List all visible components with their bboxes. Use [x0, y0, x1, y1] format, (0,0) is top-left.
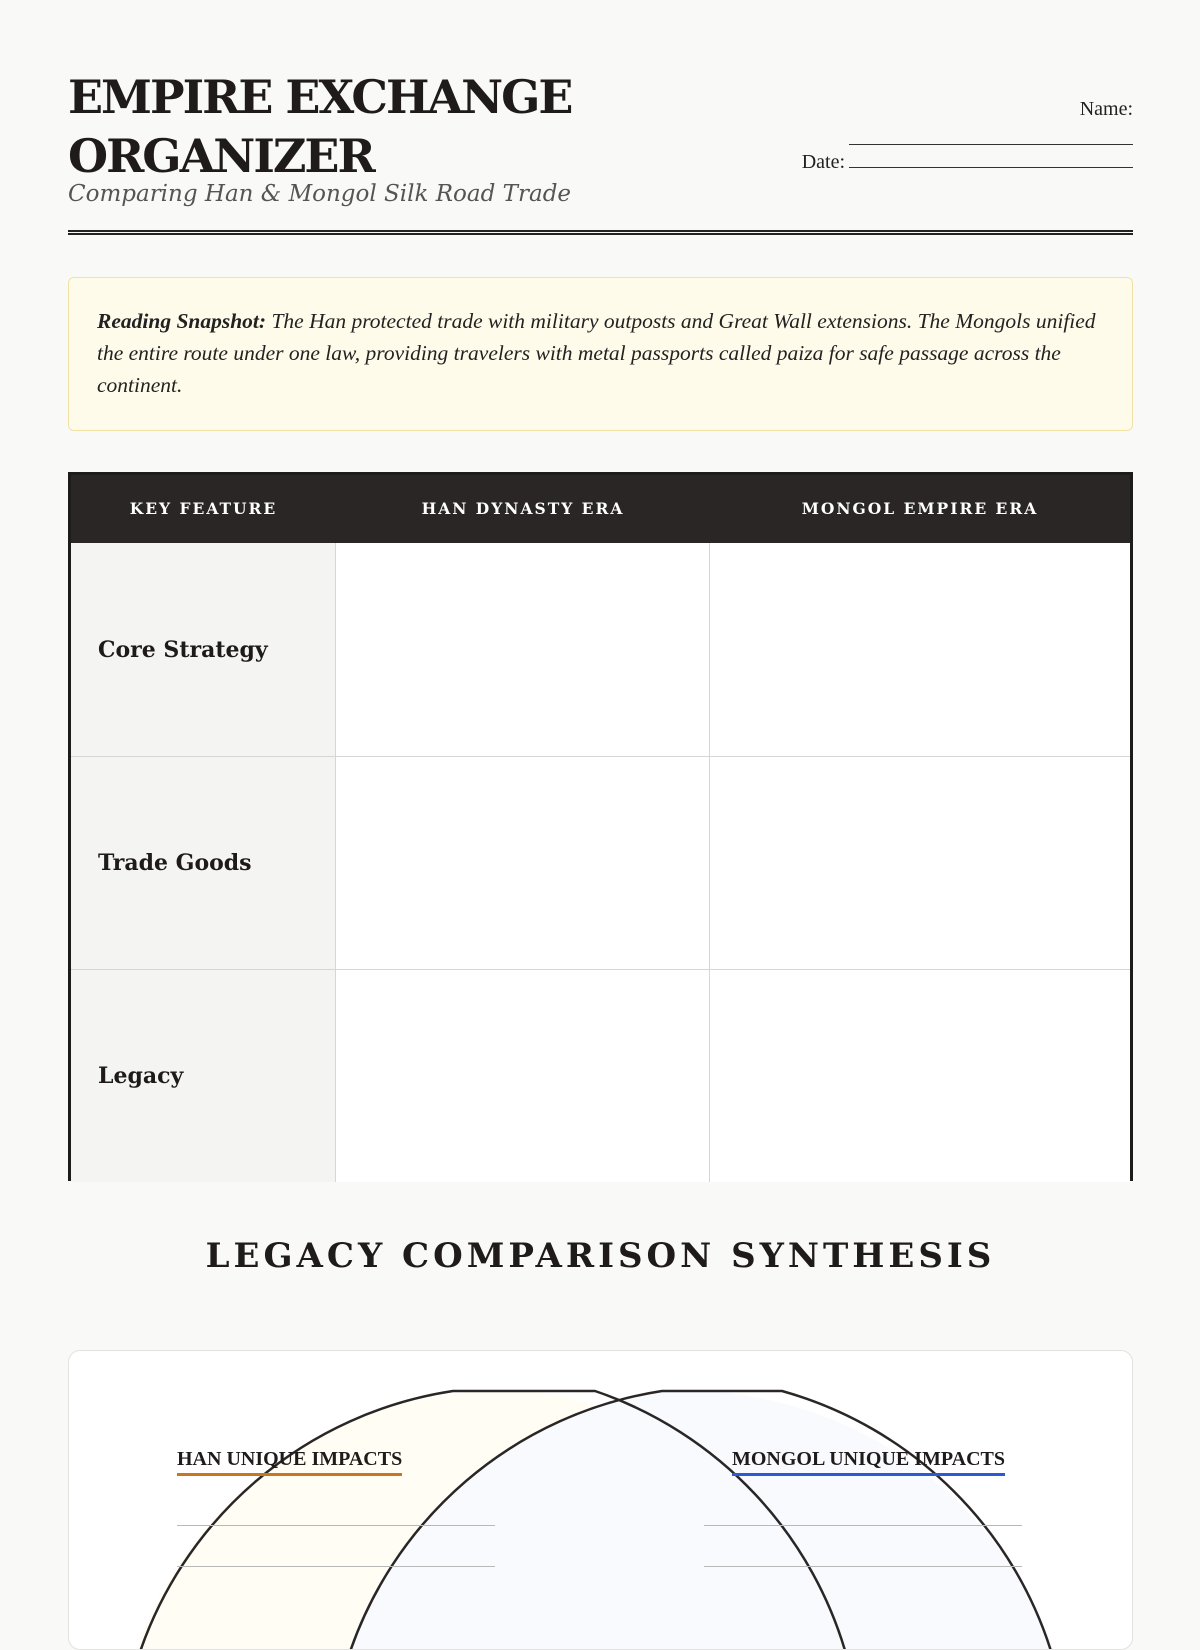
page-title: EMPIRE EXCHANGE ORGANIZER — [68, 70, 572, 183]
venn-diagram-card — [68, 1350, 1133, 1650]
han-answer-cell[interactable] — [336, 757, 710, 969]
han-write-line[interactable] — [177, 1566, 495, 1567]
date-row — [802, 151, 1133, 174]
snapshot-label: Reading Snapshot: — [97, 309, 267, 333]
han-answer-cell[interactable] — [336, 543, 710, 756]
worksheet-page — [68, 0, 1133, 1600]
mongol-answer-cell[interactable] — [710, 970, 1130, 1182]
han-unique-label: HAN UNIQUE IMPACTS — [177, 1448, 402, 1476]
mongol-answer-cell[interactable] — [710, 757, 1130, 969]
mongol-write-line[interactable] — [704, 1566, 1022, 1567]
mongol-unique-label: MONGOL UNIQUE IMPACTS — [732, 1448, 1005, 1476]
header-key-feature: KEY FEATURE — [129, 499, 278, 518]
section-title: LEGACY COMPARISON SYNTHESIS — [205, 1236, 996, 1276]
header-mongol-era: MONGOL EMPIRE ERA — [801, 499, 1039, 518]
table-row — [71, 543, 1130, 756]
han-answer-cell[interactable] — [336, 970, 710, 1182]
mongol-answer-cell[interactable] — [710, 543, 1130, 756]
name-row — [1080, 98, 1133, 121]
name-label: Name: — [1079, 98, 1133, 120]
venn-diagram — [69, 1351, 1133, 1650]
row-label: Trade Goods — [71, 757, 336, 969]
table-row — [71, 756, 1130, 969]
table-header — [71, 475, 1130, 543]
page-subtitle: Comparing Han & Mongol Silk Road Trade — [68, 181, 572, 207]
row-label: Legacy — [71, 970, 336, 1182]
mongol-write-line[interactable] — [704, 1525, 1022, 1526]
comparison-table — [68, 472, 1133, 1181]
header-divider — [68, 230, 1133, 235]
header-han-era: HAN DYNASTY ERA — [421, 499, 625, 518]
han-write-line[interactable] — [177, 1525, 495, 1526]
table-row — [71, 969, 1130, 1182]
worksheet-header — [68, 68, 1133, 230]
reading-snapshot — [68, 277, 1133, 431]
snapshot-text: The Han protected trade with military outposts and Great Wall extensions. The Mongols unified the entire route under one law, providing travelers with metal passports called paiza for safe passage across the continent. — [97, 309, 1096, 397]
date-field[interactable] — [849, 166, 1133, 168]
date-label: Date: — [801, 151, 845, 173]
name-field[interactable] — [849, 144, 1133, 145]
row-label: Core Strategy — [71, 543, 336, 756]
